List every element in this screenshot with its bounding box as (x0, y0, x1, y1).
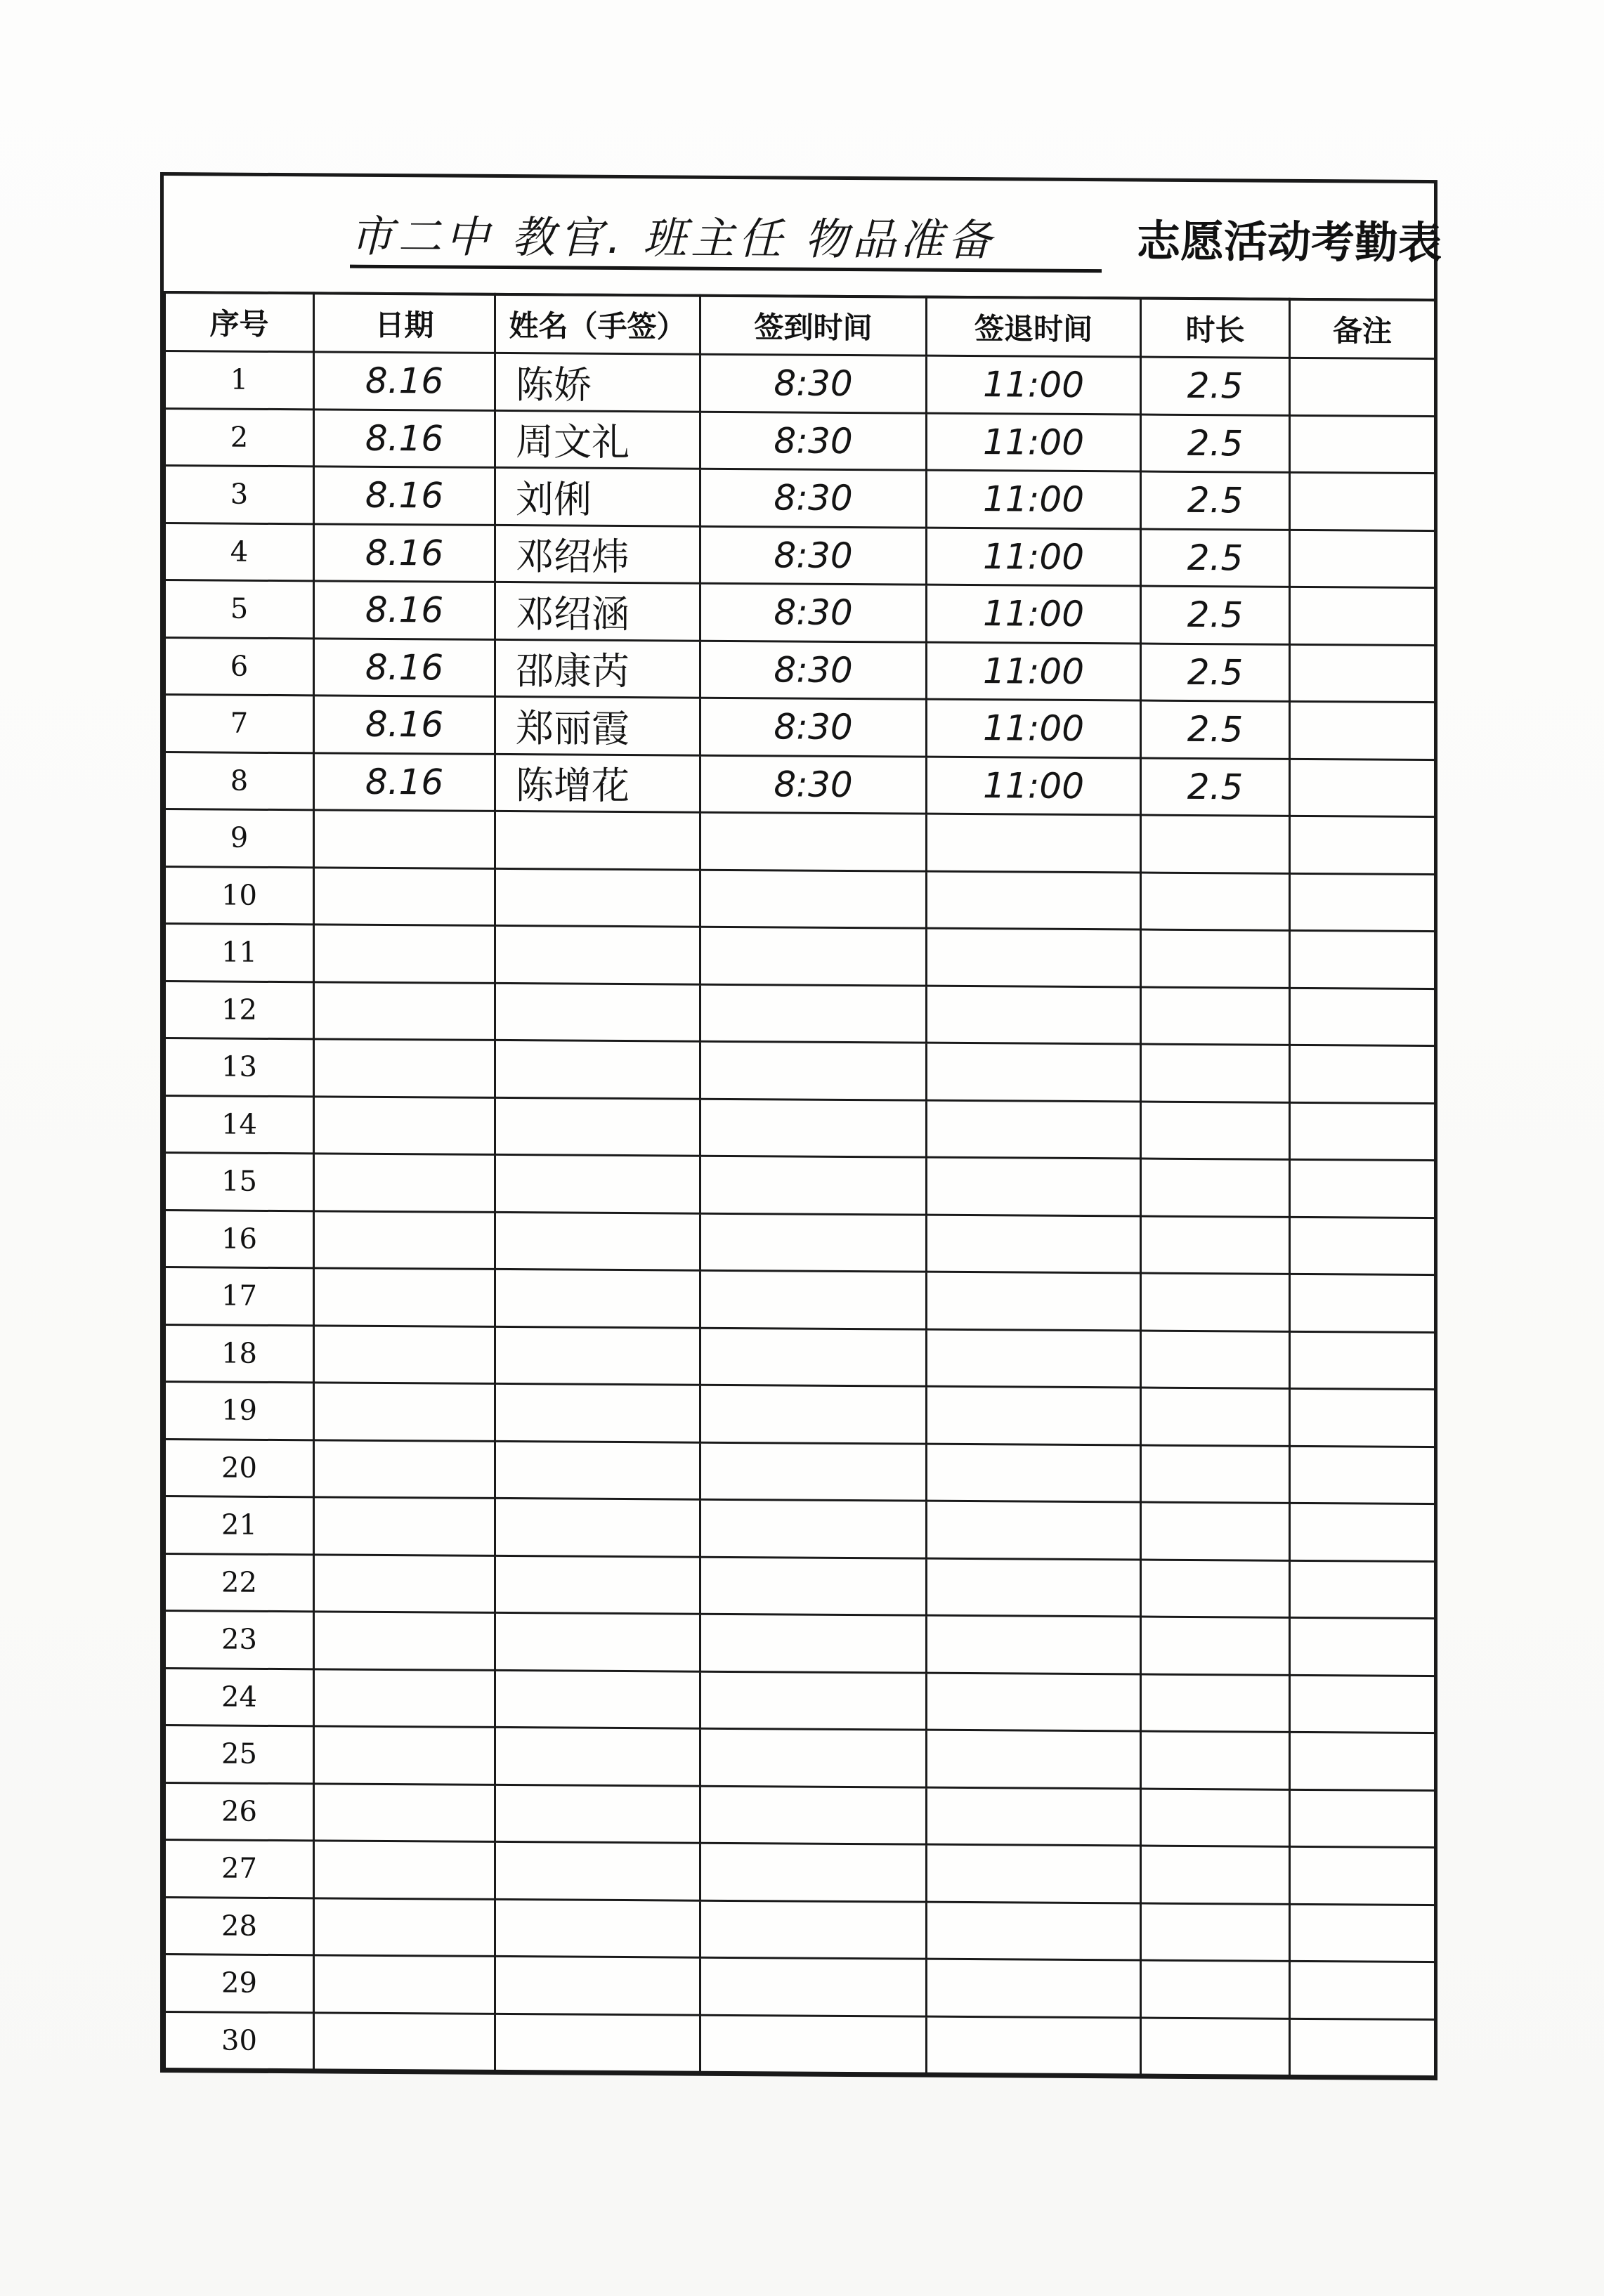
header-cell-name: 姓名（手签） (495, 294, 700, 354)
cell-date (314, 1898, 495, 1956)
cell-date (314, 1096, 495, 1154)
table-row (165, 1840, 1435, 1905)
table-row (165, 1611, 1435, 1676)
cell-sign-in (700, 1499, 927, 1558)
cell-name-signature (495, 1383, 700, 1442)
table-row (165, 809, 1435, 875)
cell-no: 14 (165, 1095, 314, 1154)
cell-sign-in (700, 984, 927, 1043)
table-row (165, 1496, 1435, 1562)
cell-name-signature (495, 1040, 700, 1098)
cell-remark (1290, 472, 1435, 530)
header-cell-remark: 备注 (1290, 299, 1435, 358)
cell-name-signature (495, 1899, 700, 1957)
header-cell-date: 日期 (314, 293, 495, 353)
cell-remark (1290, 587, 1435, 645)
table-row (165, 351, 1435, 417)
cell-duration (1141, 1731, 1290, 1789)
table-row (165, 2011, 1435, 2077)
table-row (165, 1324, 1435, 1390)
cell-name-signature (495, 1212, 700, 1270)
cell-name-signature (495, 1956, 700, 2014)
cell-date (314, 810, 495, 868)
cell-sign-in (700, 1728, 927, 1787)
cell-name-signature (495, 1154, 700, 1213)
cell-sign-out (927, 1673, 1141, 1731)
cell-no: 23 (165, 1611, 314, 1669)
cell-name-signature: 郑丽霞 (495, 696, 700, 755)
cell-sign-out (927, 1215, 1141, 1273)
cell-date (314, 1211, 495, 1269)
cell-name-signature (495, 925, 700, 984)
cell-no: 18 (165, 1324, 314, 1383)
cell-sign-in (700, 1442, 927, 1501)
cell-sign-in (700, 1843, 927, 1901)
cell-remark (1290, 1102, 1435, 1161)
cell-date (314, 1841, 495, 1899)
cell-date (314, 1612, 495, 1670)
cell-remark (1290, 530, 1435, 588)
cell-sign-in: 8:30 (700, 354, 927, 412)
cell-name-signature (495, 1670, 700, 1728)
cell-no: 17 (165, 1267, 314, 1326)
cell-no: 19 (165, 1382, 314, 1440)
cell-remark (1290, 1159, 1435, 1218)
cell-sign-in (700, 1614, 927, 1672)
cell-no: 26 (165, 1782, 314, 1841)
cell-no: 6 (165, 637, 314, 696)
header-cell-no: 序号 (165, 292, 314, 352)
cell-remark (1290, 1904, 1435, 1962)
cell-remark (1290, 988, 1435, 1046)
cell-sign-out (927, 1787, 1141, 1846)
cell-remark (1290, 644, 1435, 703)
cell-duration (1141, 930, 1290, 988)
cell-name-signature (495, 1841, 700, 1900)
cell-sign-in (700, 1786, 927, 1844)
cell-no: 1 (165, 351, 314, 410)
cell-sign-out: 11:00 (927, 528, 1141, 586)
cell-sign-out (927, 871, 1141, 930)
cell-name-signature (495, 1498, 700, 1556)
cell-remark (1290, 873, 1435, 932)
cell-no: 15 (165, 1153, 314, 1211)
cell-sign-out (927, 1902, 1141, 1960)
cell-duration: 2.5 (1141, 586, 1290, 644)
cell-no: 20 (165, 1439, 314, 1497)
cell-date: 8.16 (314, 696, 495, 754)
cell-date (314, 981, 495, 1040)
sheet-title: 志愿活动考勤表 (1137, 215, 1442, 269)
cell-no: 8 (165, 752, 314, 810)
table-row (165, 523, 1435, 588)
cell-date: 8.16 (314, 638, 495, 696)
cell-name-signature (495, 1612, 700, 1671)
cell-sign-in (700, 1557, 927, 1615)
cell-sign-in: 8:30 (700, 469, 927, 527)
cell-date: 8.16 (314, 752, 495, 811)
cell-duration (1141, 815, 1290, 873)
cell-sign-in (700, 1957, 927, 2016)
cell-duration (1141, 2018, 1290, 2076)
cell-sign-out (927, 1100, 1141, 1159)
cell-remark (1290, 1045, 1435, 1103)
header-cell-sign-in: 签到时间 (700, 295, 927, 356)
cell-name-signature (495, 983, 700, 1041)
table-row (165, 637, 1435, 703)
table-row (165, 1210, 1435, 1275)
cell-sign-out (927, 1959, 1141, 2017)
cell-duration (1141, 1560, 1290, 1618)
cell-name-signature (495, 1441, 700, 1499)
cell-name-signature (495, 1727, 700, 1785)
cell-no: 2 (165, 408, 314, 467)
table-row (165, 466, 1435, 531)
cell-no: 25 (165, 1726, 314, 1784)
cell-no: 27 (165, 1840, 314, 1898)
cell-sign-in (700, 1041, 927, 1100)
cell-duration: 2.5 (1141, 758, 1290, 816)
cell-no: 4 (165, 523, 314, 581)
cell-duration (1141, 1846, 1290, 1904)
cell-no: 7 (165, 695, 314, 753)
cell-date (314, 1783, 495, 1841)
cell-sign-out (927, 1558, 1141, 1617)
table-row (165, 695, 1435, 760)
cell-remark (1290, 759, 1435, 817)
cell-no: 3 (165, 466, 314, 524)
cell-sign-out (927, 928, 1141, 986)
cell-name-signature (495, 1269, 700, 1327)
table-row (165, 1726, 1435, 1791)
cell-remark (1290, 1789, 1435, 1848)
cell-remark (1290, 816, 1435, 874)
cell-sign-in (700, 1328, 927, 1386)
cell-duration (1141, 1903, 1290, 1962)
cell-sign-in: 8:30 (700, 641, 927, 699)
table-row (165, 1897, 1435, 1962)
cell-duration (1141, 1102, 1290, 1160)
cell-no: 5 (165, 580, 314, 639)
cell-no: 10 (165, 866, 314, 925)
cell-sign-in: 8:30 (700, 583, 927, 641)
cell-date (314, 925, 495, 983)
cell-duration (1141, 1388, 1290, 1446)
cell-sign-out: 11:00 (927, 699, 1141, 757)
cell-date (314, 1497, 495, 1555)
cell-remark (1290, 358, 1435, 416)
cell-remark (1290, 1846, 1435, 1905)
cell-sign-in (700, 1213, 927, 1272)
cell-no: 11 (165, 924, 314, 982)
cell-duration: 2.5 (1141, 357, 1290, 415)
cell-no: 21 (165, 1496, 314, 1555)
cell-sign-out (927, 814, 1141, 872)
cell-no: 29 (165, 1955, 314, 2013)
cell-name-signature: 邵康芮 (495, 639, 700, 698)
cell-remark (1290, 1331, 1435, 1390)
cell-duration: 2.5 (1141, 415, 1290, 473)
cell-duration (1141, 1044, 1290, 1102)
cell-date: 8.16 (314, 409, 495, 467)
cell-sign-in: 8:30 (700, 755, 927, 814)
cell-name-signature: 陈增花 (495, 754, 700, 812)
title-row (164, 176, 1442, 301)
cell-name-signature (495, 811, 700, 869)
cell-duration: 2.5 (1141, 700, 1290, 759)
cell-no: 22 (165, 1553, 314, 1612)
cell-duration (1141, 1216, 1290, 1274)
table-row (165, 1782, 1435, 1848)
cell-name-signature (495, 1097, 700, 1156)
cell-date: 8.16 (314, 523, 495, 582)
cell-sign-out (927, 2016, 1141, 2075)
cell-duration (1141, 1960, 1290, 2018)
cell-sign-out: 11:00 (927, 642, 1141, 700)
cell-remark (1290, 1274, 1435, 1332)
cell-duration (1141, 1674, 1290, 1733)
cell-date (314, 867, 495, 925)
attendance-sheet (160, 172, 1442, 2080)
cell-duration (1141, 1445, 1290, 1504)
cell-name-signature: 周文礼 (495, 410, 700, 469)
cell-no: 30 (165, 2011, 314, 2070)
table-row (165, 580, 1435, 646)
cell-sign-out: 11:00 (927, 470, 1141, 528)
cell-sign-out (927, 1615, 1141, 1674)
table-row (165, 1038, 1435, 1104)
cell-remark (1290, 2018, 1435, 2077)
cell-date (314, 1325, 495, 1383)
table-body (165, 351, 1435, 2077)
cell-no: 24 (165, 1668, 314, 1726)
table-row (165, 924, 1435, 989)
cell-duration (1141, 1502, 1290, 1560)
cell-sign-in (700, 870, 927, 928)
handwritten-title: 市二中 教官. 班主任 物品准备 (350, 205, 1102, 273)
cell-date (314, 1669, 495, 1727)
cell-sign-in (700, 812, 927, 870)
cell-date (314, 1554, 495, 1612)
cell-name-signature: 陈娇 (495, 353, 700, 411)
cell-sign-out (927, 1444, 1141, 1502)
cell-sign-in: 8:30 (700, 526, 927, 585)
cell-name-signature (495, 1785, 700, 1843)
cell-remark (1290, 1617, 1435, 1676)
cell-sign-out (927, 986, 1141, 1044)
table-row (165, 408, 1435, 474)
cell-name-signature: 邓绍涵 (495, 582, 700, 640)
cell-sign-out: 11:00 (927, 585, 1141, 643)
cell-remark (1290, 1446, 1435, 1504)
cell-no: 28 (165, 1897, 314, 1955)
cell-sign-out (927, 1157, 1141, 1215)
cell-remark (1290, 1675, 1435, 1733)
cell-sign-out (927, 1329, 1141, 1388)
table-row (165, 1668, 1435, 1733)
cell-remark (1290, 1732, 1435, 1790)
table-row (165, 752, 1435, 817)
cell-sign-in (700, 1671, 927, 1730)
cell-date (314, 2012, 495, 2070)
cell-name-signature (495, 1555, 700, 1614)
cell-no: 9 (165, 809, 314, 868)
cell-date: 8.16 (314, 467, 495, 525)
cell-duration (1141, 1617, 1290, 1675)
table-row (165, 1267, 1435, 1333)
cell-duration (1141, 1331, 1290, 1389)
cell-remark (1290, 930, 1435, 989)
cell-date (314, 1268, 495, 1326)
cell-remark (1290, 1217, 1435, 1275)
cell-sign-in: 8:30 (700, 698, 927, 756)
table-row (165, 981, 1435, 1046)
cell-date (314, 1726, 495, 1785)
header-cell-duration: 时长 (1141, 298, 1290, 358)
cell-remark (1290, 1961, 1435, 2019)
cell-duration (1141, 1273, 1290, 1331)
cell-no: 13 (165, 1038, 314, 1097)
cell-sign-out (927, 1272, 1141, 1330)
cell-sign-in (700, 1900, 927, 1959)
cell-date (314, 1039, 495, 1097)
cell-duration: 2.5 (1141, 471, 1290, 530)
cell-duration (1141, 987, 1290, 1045)
cell-sign-in (700, 2015, 927, 2073)
cell-duration (1141, 1159, 1290, 1217)
table-row (165, 1439, 1435, 1504)
cell-sign-out (927, 1501, 1141, 1559)
table-row (165, 1153, 1435, 1218)
table-row (165, 1955, 1435, 2020)
cell-remark (1290, 1560, 1435, 1619)
cell-duration: 2.5 (1141, 529, 1290, 587)
cell-sign-out (927, 1386, 1141, 1444)
cell-date: 8.16 (314, 352, 495, 410)
cell-sign-out: 11:00 (927, 413, 1141, 471)
header-cell-sign-out: 签退时间 (927, 296, 1141, 357)
cell-date (314, 1440, 495, 1498)
header-row (165, 292, 1435, 359)
cell-name-signature (495, 868, 700, 927)
table-row (165, 1382, 1435, 1447)
cell-sign-out (927, 1730, 1141, 1788)
cell-no: 16 (165, 1210, 314, 1268)
cell-name-signature: 刘俐 (495, 467, 700, 526)
cell-name-signature: 邓绍炜 (495, 525, 700, 583)
cell-sign-in (700, 1270, 927, 1329)
cell-remark (1290, 415, 1435, 474)
attendance-table (164, 291, 1436, 2078)
cell-name-signature (495, 1326, 700, 1385)
cell-date (314, 1154, 495, 1212)
table-row (165, 1553, 1435, 1619)
cell-sign-in (700, 1099, 927, 1157)
cell-sign-out: 11:00 (927, 757, 1141, 815)
cell-date: 8.16 (314, 581, 495, 639)
cell-sign-in (700, 1385, 927, 1443)
cell-remark (1290, 701, 1435, 759)
cell-duration (1141, 1789, 1290, 1847)
cell-date (314, 1383, 495, 1441)
cell-remark (1290, 1503, 1435, 1561)
cell-sign-out (927, 1043, 1141, 1101)
cell-name-signature (495, 2014, 700, 2072)
cell-sign-in: 8:30 (700, 412, 927, 470)
table-row (165, 866, 1435, 932)
cell-sign-in (700, 927, 927, 985)
cell-duration (1141, 873, 1290, 931)
cell-sign-out (927, 1844, 1141, 1903)
cell-remark (1290, 1388, 1435, 1447)
cell-sign-in (700, 1156, 927, 1214)
cell-sign-out: 11:00 (927, 356, 1141, 414)
cell-date (314, 1955, 495, 2014)
cell-no: 12 (165, 981, 314, 1039)
cell-duration: 2.5 (1141, 644, 1290, 702)
table-row (165, 1095, 1435, 1161)
